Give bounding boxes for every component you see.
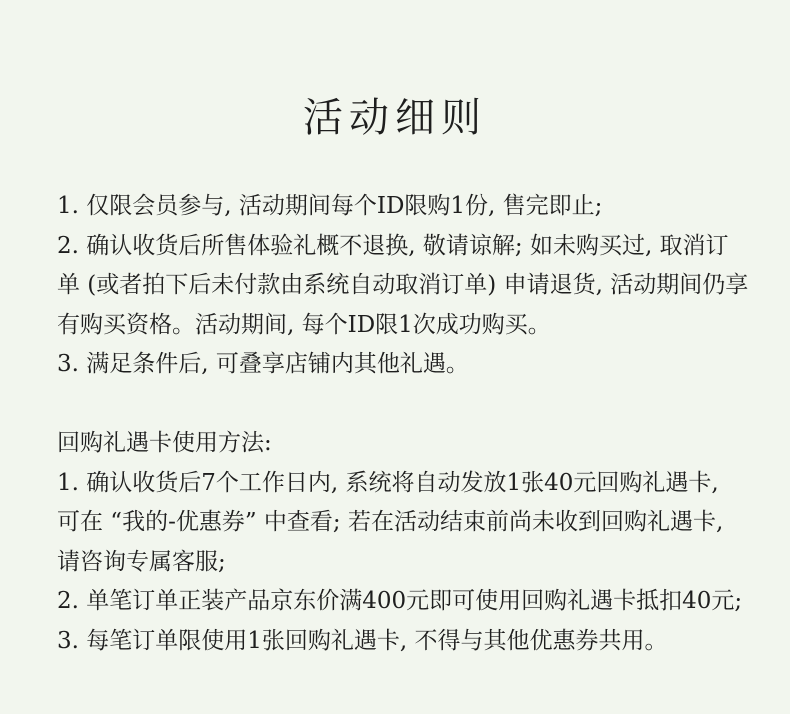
rule-line-4: 有购买资格。活动期间, 每个ID限1次成功购买。 <box>57 311 551 338</box>
card-line-4: 2. 单笔订单正装产品京东价满400元即可使用回购礼遇卡抵扣40元; <box>57 588 743 614</box>
card-line-1: 1. 确认收货后7个工作日内, 系统将自动发放1张40元回购礼遇卡, <box>57 469 719 496</box>
rule-line-2: 2. 确认收货后所售体验礼概不退换, 敬请谅解; 如未购买过, 取消订 <box>57 232 729 259</box>
rule-line-3: 单 (或者拍下后未付款由系统自动取消订单) 申请退货, 活动期间仍享 <box>57 272 749 298</box>
section-spacer <box>57 385 757 425</box>
card-line-2: 可在 “我的-优惠券” 中查看; 若在活动结束前尚未收到回购礼遇卡, <box>57 509 724 535</box>
card-line-3: 请咨询专属客服; <box>57 548 226 575</box>
page-title: 活动细则 <box>303 95 487 141</box>
rule-line-1: 1. 仅限会员参与, 活动期间每个ID限购1份, 售完即止; <box>57 193 603 219</box>
card-section-heading: 回购礼遇卡使用方法: <box>57 430 272 456</box>
card-line-5: 3. 每笔订单限使用1张回购礼遇卡, 不得与其他优惠券共用。 <box>57 627 668 654</box>
rule-line-5: 3. 满足条件后, 可叠享店铺内其他礼遇。 <box>57 351 469 377</box>
rules-body <box>57 187 757 661</box>
